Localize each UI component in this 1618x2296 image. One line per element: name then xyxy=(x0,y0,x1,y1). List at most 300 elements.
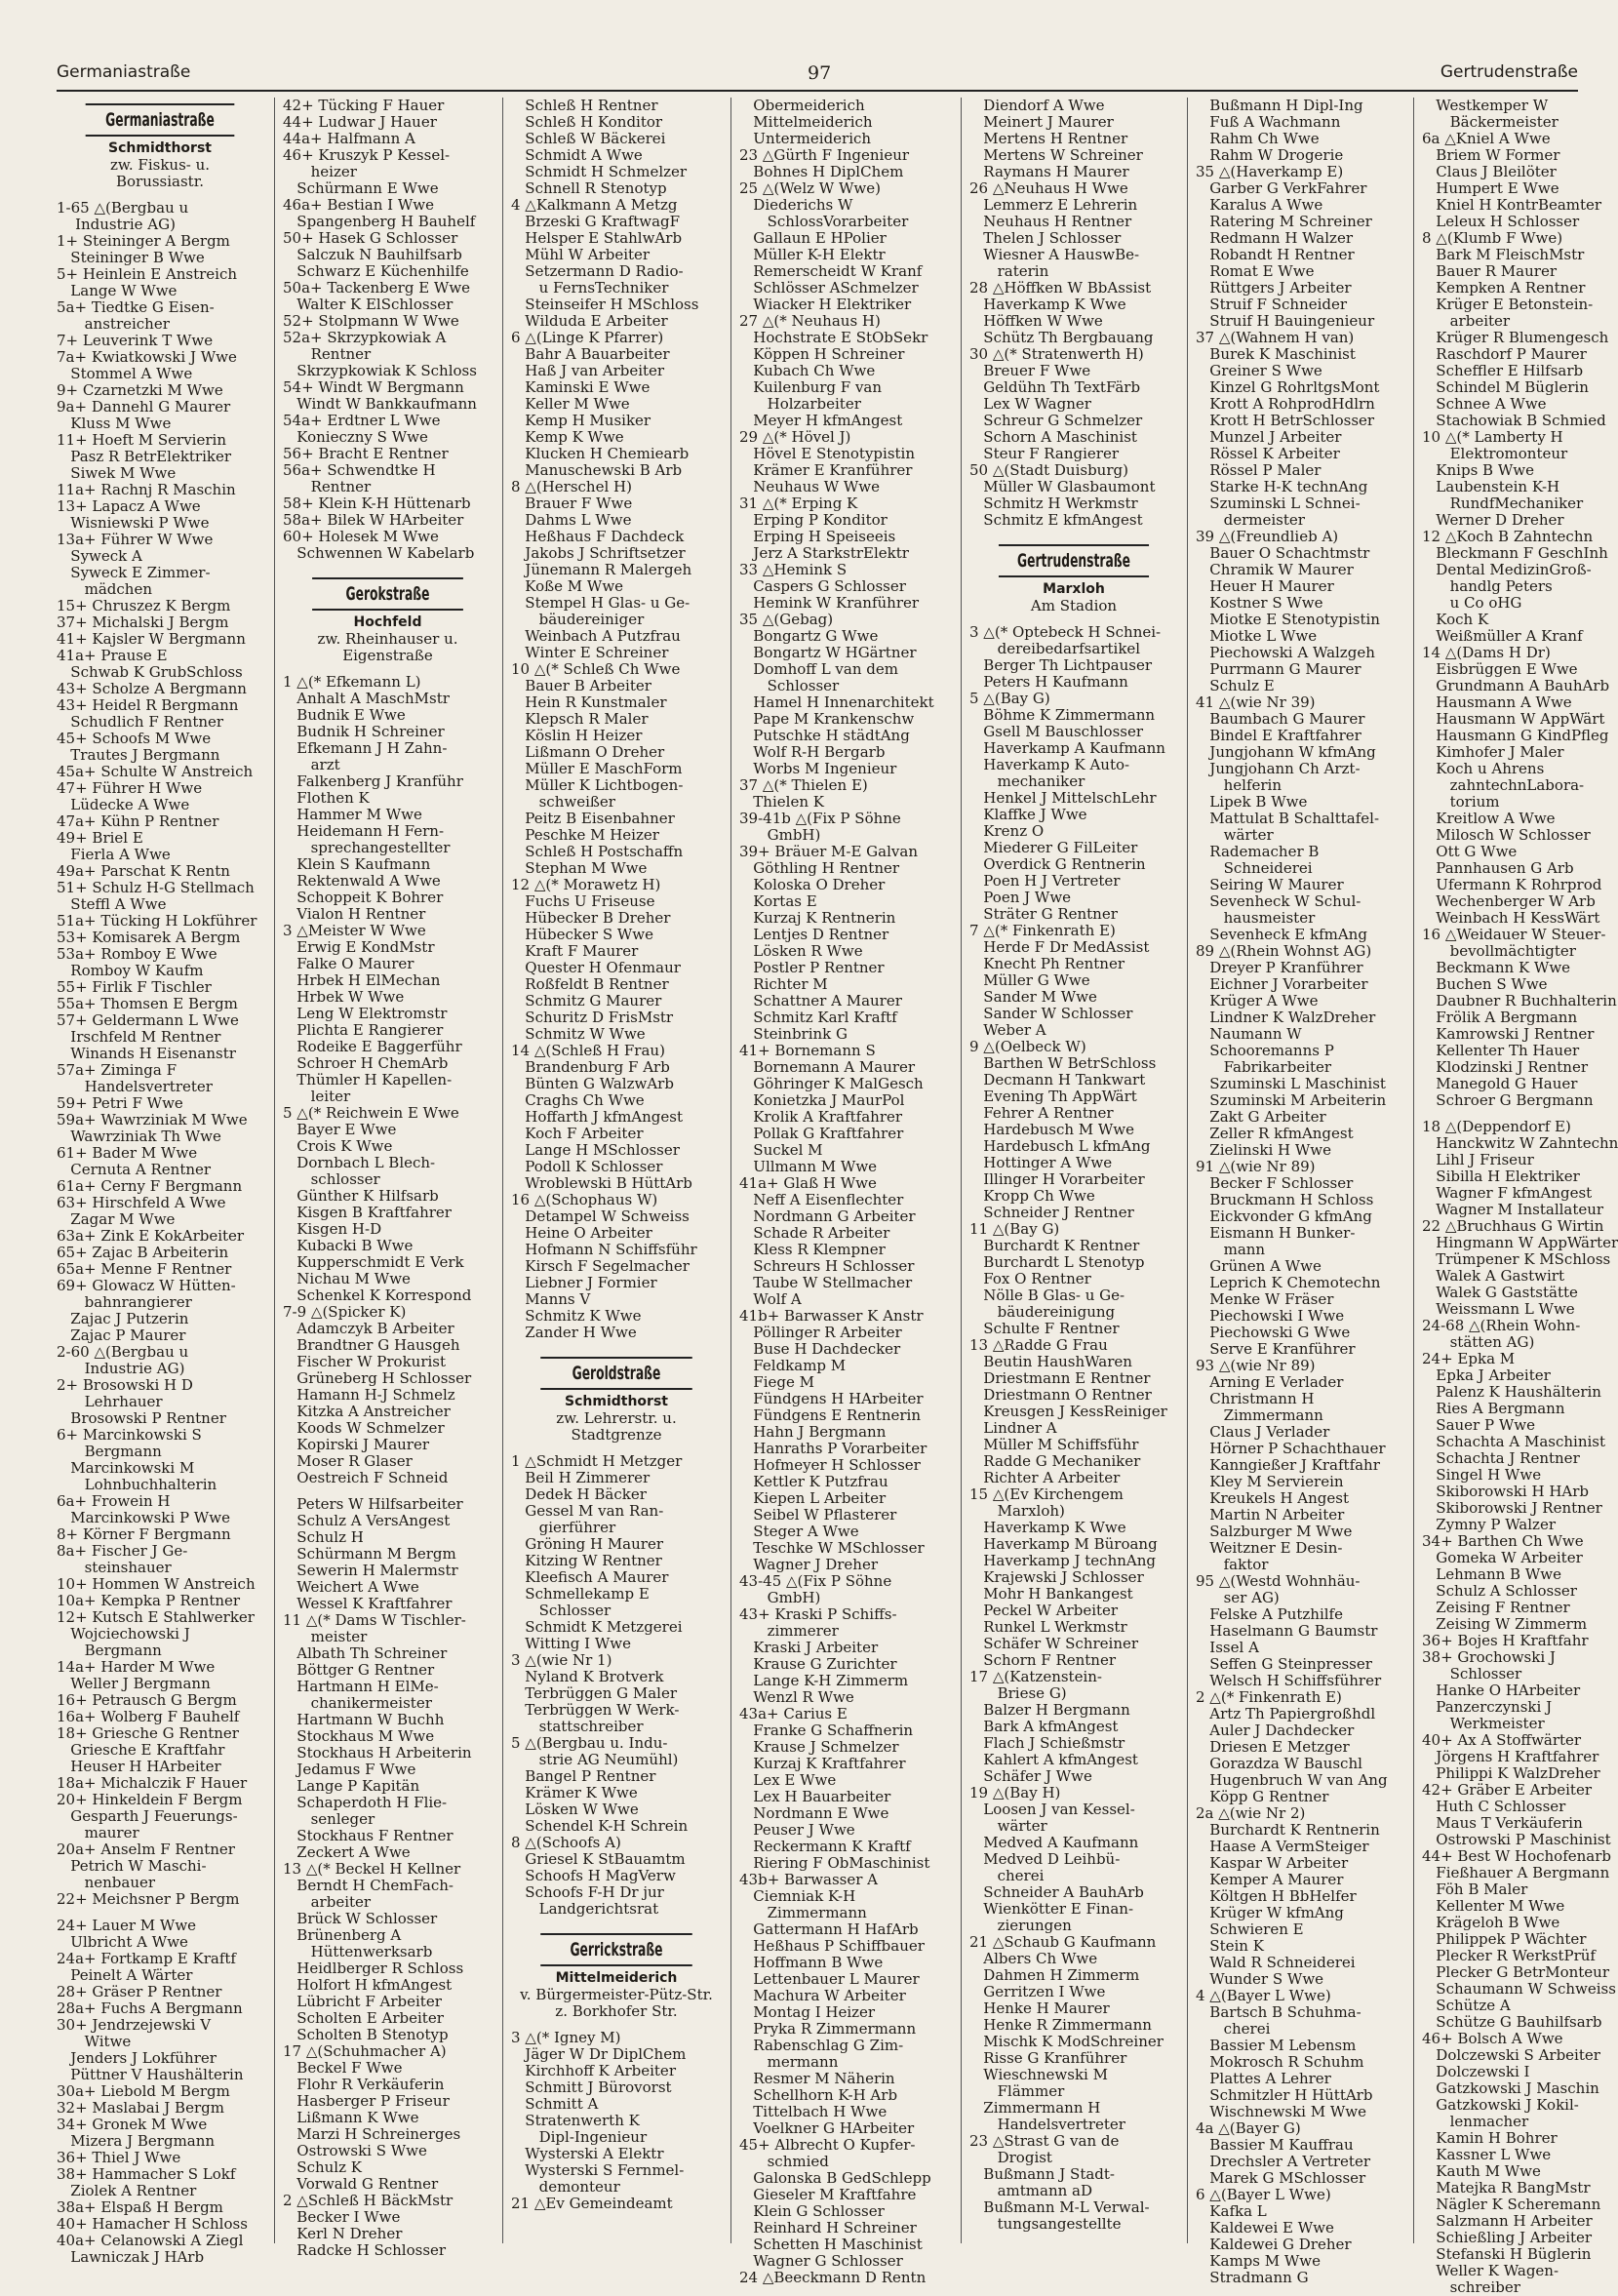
directory-entry: Bergmann xyxy=(57,1443,162,1460)
street-range: Borussiastr. xyxy=(115,173,205,190)
directory-entry: Handelsvertreter xyxy=(57,1078,213,1095)
directory-entry: 22 △Bruchhaus G Wirtin xyxy=(1422,1217,1604,1235)
directory-entry: arzt xyxy=(283,756,340,773)
directory-entry: 5 △(Bergbau u. Indu- xyxy=(511,1734,668,1752)
directory-entry: Jedamus F Wwe xyxy=(283,1761,416,1778)
directory-entry: Kreusgen J KessReiniger xyxy=(969,1403,1167,1420)
directory-entry: Weichert A Wwe xyxy=(283,1578,419,1596)
directory-entry: Hochstrate E StObSekr xyxy=(739,329,928,346)
directory-entry: Hardebusch M Wwe xyxy=(969,1121,1135,1138)
spacer xyxy=(283,562,493,572)
directory-entry: Wechenberger W Arb xyxy=(1422,892,1596,910)
directory-entry: Stefanski H Büglerin xyxy=(1422,2245,1592,2263)
directory-entry: Kortas E xyxy=(739,892,817,910)
directory-entry: Meinert J Maurer xyxy=(969,113,1114,131)
directory-entry: Wald R Schneiderei xyxy=(1196,1954,1356,1971)
directory-entry: 46a+ Bestian I Wwe xyxy=(283,196,434,214)
directory-entry: Adamczyk B Arbeiter xyxy=(283,1320,454,1337)
directory-entry: steinshauer xyxy=(57,1559,172,1576)
directory-entry: Klein S Kaufmann xyxy=(283,855,431,873)
directory-entry: 41 △(wie Nr 39) xyxy=(1196,693,1316,711)
directory-entry: Hrbek W Wwe xyxy=(283,988,405,1006)
directory-entry: 40+ Ax A Stoffwärter xyxy=(1422,1731,1582,1749)
directory-entry: Schlosser xyxy=(1422,1665,1522,1682)
directory-entry: Bindel E Kraftfahrer xyxy=(1196,727,1361,744)
directory-entry: Neuhaus W Wwe xyxy=(739,478,881,495)
directory-entry: Kettler K Putzfrau xyxy=(739,1473,888,1490)
directory-entry: 21 △Schaub G Kaufmann xyxy=(969,1933,1157,1951)
directory-entry: Kopirski J Maurer xyxy=(283,1436,430,1453)
directory-entry: 61a+ Cerny F Bergmann xyxy=(57,1177,243,1195)
directory-entry: 34+ Gronek M Wwe xyxy=(57,2116,208,2133)
directory-entry: Marzi H Schreinerges xyxy=(283,2125,461,2143)
directory-entry: Steinbrink G xyxy=(739,1025,848,1043)
directory-entry: Rössel P Maler xyxy=(1196,461,1322,479)
directory-entry: Handelsvertreter xyxy=(969,2116,1125,2133)
directory-entry: Brünenberg A xyxy=(283,1926,402,1944)
street-range: zw. Rheinhauser u. xyxy=(317,630,458,648)
directory-entry: Kempken A Rentner xyxy=(1422,279,1586,297)
directory-entry: 24 △Beeckmann D Rentn xyxy=(739,2269,927,2286)
directory-entry: Hofmeyer H Schlosser xyxy=(739,1456,921,1474)
directory-entry: Anhalt A MaschMstr xyxy=(283,690,450,707)
street-heading: Gerokstraße xyxy=(312,577,463,611)
directory-entry: Weinbach A Putzfrau xyxy=(511,627,681,645)
directory-entry: Jerz A StarkstrElektr xyxy=(739,544,909,562)
directory-entry: 18 △(Deppendorf E) xyxy=(1422,1118,1571,1135)
directory-entry: Stommel A Wwe xyxy=(57,365,193,382)
directory-entry: Albath Th Schreiner xyxy=(283,1644,448,1662)
directory-entry: Schmellekamp E xyxy=(511,1585,650,1603)
directory-entry: Podoll K Schlosser xyxy=(511,1158,663,1175)
directory-entry: Domhoff L van dem xyxy=(739,660,898,678)
directory-entry: Lohnbuchhalterin xyxy=(57,1476,217,1493)
directory-entry: 9 △(Oelbeck W) xyxy=(969,1038,1086,1055)
directory-entry: Gatzkowski J Maschin xyxy=(1422,2079,1599,2097)
directory-entry: 53+ Komisarek A Bergm xyxy=(57,929,241,946)
directory-entry: Schürmann E Wwe xyxy=(283,179,439,197)
directory-entry: Plecker R WerkstPrüf xyxy=(1422,1947,1596,1964)
directory-entry: 2a △(wie Nr 2) xyxy=(1196,1804,1306,1822)
directory-entry: arbeiter xyxy=(283,1893,372,1911)
directory-entry: Schmidt K Metzgerei xyxy=(511,1618,683,1636)
directory-entry: Schmitt J Bürovorst xyxy=(511,2078,672,2096)
directory-entry: hausmeister xyxy=(1196,909,1316,927)
directory-entry: 4 △Kalkmann A Metzg xyxy=(511,196,678,214)
directory-entry: Piechowski G Wwe xyxy=(1196,1324,1351,1341)
directory-entry: GmbH) xyxy=(739,1589,821,1606)
directory-entry: mechaniker xyxy=(969,772,1085,790)
directory-entry: Kaldewei G Dreher xyxy=(1196,2236,1352,2253)
directory-entry: Kinzel G RohrltgsMont xyxy=(1196,378,1380,396)
directory-entry: zahntechnLabora- xyxy=(1422,776,1585,794)
directory-entry: Ullmann M Wwe xyxy=(739,1158,878,1175)
directory-entry: Hingmann W AppWärter xyxy=(1422,1234,1618,1251)
directory-entry: Petrich W Maschi- xyxy=(57,1857,207,1875)
directory-entry: Böttger G Rentner xyxy=(283,1661,435,1679)
directory-entry: senleger xyxy=(283,1810,375,1828)
directory-entry: 65+ Zajac B Arbeiterin xyxy=(57,1244,229,1261)
directory-entry: Baumbach G Maurer xyxy=(1196,710,1365,728)
directory-entry: 44a+ Halfmann A xyxy=(283,130,415,147)
directory-entry: Burek K Maschinist xyxy=(1196,345,1356,363)
directory-entry: 16 △(Schophaus W) xyxy=(511,1191,658,1208)
directory-entry: Schwennen W Kabelarb xyxy=(283,544,475,562)
directory-entry: Schachta J Rentner xyxy=(1422,1449,1580,1467)
directory-entry: Ries A Bergmann xyxy=(1422,1400,1565,1417)
directory-entry: 14a+ Harder M Wwe xyxy=(57,1658,216,1676)
directory-entry: Zeising W Zimmerm xyxy=(1422,1615,1588,1633)
directory-entry: strie AG Neumühl) xyxy=(511,1751,679,1768)
directory-entry: Bayer E Wwe xyxy=(283,1121,397,1138)
directory-entry: Hugenbruch W van Ang xyxy=(1196,1771,1388,1789)
directory-entry: Industrie AG) xyxy=(57,1360,185,1377)
directory-entry: Püttner V Haushälterin xyxy=(57,2066,244,2083)
directory-entry: 53a+ Romboy E Wwe xyxy=(57,945,217,963)
directory-entry: Martin N Arbeiter xyxy=(1196,1506,1345,1524)
directory-entry: Szuminski L Maschinist xyxy=(1196,1075,1386,1092)
directory-entry: 7+ Leuverink T Wwe xyxy=(57,332,214,349)
directory-entry: Schleß W Bäckerei xyxy=(511,130,666,147)
directory-entry: Peuser J Wwe xyxy=(739,1821,855,1839)
directory-entry: Henke R Zimmermann xyxy=(969,2016,1152,2034)
directory-entry: Köppen H Schreiner xyxy=(739,345,905,363)
directory-entry: Wolf R-H Bergarb xyxy=(739,743,886,761)
directory-entry: 35 △(Haverkamp E) xyxy=(1196,163,1344,180)
directory-entry: Schulte F Rentner xyxy=(969,1320,1120,1337)
directory-entry: cherei xyxy=(969,1867,1045,1884)
directory-entry: wärter xyxy=(1196,826,1274,844)
directory-entry: 56a+ Schwendtke H xyxy=(283,461,436,479)
directory-entry: Poen J Wwe xyxy=(969,889,1072,906)
directory-entry: stätten AG) xyxy=(1422,1333,1535,1351)
directory-entry: Kreitlow A Wwe xyxy=(1422,810,1556,827)
directory-entry: 46+ Bolsch A Wwe xyxy=(1422,2030,1563,2047)
directory-entry: Kraski J Arbeiter xyxy=(739,1639,879,1656)
directory-entry: 20a+ Anselm F Rentner xyxy=(57,1841,235,1858)
directory-entry: Felske A Putzhilfe xyxy=(1196,1605,1343,1623)
directory-entry: 40+ Hamacher H Schloss xyxy=(57,2215,248,2233)
directory-entry: Sevenheck E kfmAng xyxy=(1196,926,1367,943)
directory-entry: Ziolek A Rentner xyxy=(57,2182,197,2199)
directory-entry: cherei xyxy=(1196,2020,1271,2038)
directory-entry: Lehrhauer xyxy=(57,1393,163,1410)
directory-entry: Bäckermeister xyxy=(1422,113,1559,131)
directory-entry: Gomeka W Arbeiter xyxy=(1422,1549,1583,1566)
directory-entry: Artz Th Papiergroßhdl xyxy=(1196,1705,1376,1722)
directory-entry: Schulz A VersAngest xyxy=(283,1512,451,1529)
directory-entry: Wienkötter E Finan- xyxy=(969,1900,1134,1918)
directory-entry: 93 △(wie Nr 89) xyxy=(1196,1357,1316,1374)
directory-entry: Werner D Dreher xyxy=(1422,511,1564,529)
directory-entry: Wenzl R Wwe xyxy=(739,1688,854,1706)
directory-entry: RundfMechaniker xyxy=(1422,495,1584,512)
directory-entry: Plecker G BetrMonteur xyxy=(1422,1963,1610,1981)
directory-entry: Montag I Heizer xyxy=(739,2003,876,2021)
directory-entry: Kemper A Maurer xyxy=(1196,1871,1344,1888)
directory-entry: Voelkner G HArbeiter xyxy=(739,2119,915,2137)
directory-entry: Fischer W Prokurist xyxy=(283,1353,447,1370)
directory-entry: Schneider A BauhArb xyxy=(969,1883,1144,1901)
directory-entry: Bohnes H DiplChem xyxy=(739,163,904,180)
directory-entry: Miotke E Stenotypistin xyxy=(1196,611,1380,628)
directory-entry: Riering F ObMaschinist xyxy=(739,1854,930,1872)
directory-entry: Kubach Ch Wwe xyxy=(739,362,876,379)
directory-entry: Zander H Wwe xyxy=(511,1324,637,1341)
directory-entry: Jünemann R Malergeh xyxy=(511,561,692,578)
directory-entry: 38+ Hammacher S Lokf xyxy=(57,2165,236,2183)
spacer xyxy=(969,529,1178,538)
directory-entry: Stockhaus H Arbeiterin xyxy=(283,1744,472,1762)
directory-entry: mann xyxy=(1196,1241,1266,1258)
directory-entry: 44+ Ludwar J Hauer xyxy=(283,113,437,131)
directory-entry: Mertens W Schreiner xyxy=(969,146,1143,164)
directory-entry: Müller G Wwe xyxy=(969,971,1090,989)
directory-entry: zierungen xyxy=(969,1917,1072,1934)
directory-entry: Klucken H Chemiearb xyxy=(511,445,690,462)
directory-entry: Roßfeldt B Rentner xyxy=(511,975,669,993)
directory-entry: Weitzner E Desin- xyxy=(1196,1539,1343,1557)
directory-entry: 6+ Marcinkowski S xyxy=(57,1426,202,1444)
directory-entry: Gieseler M Kraftfahre xyxy=(739,2186,917,2203)
directory-entry: bäudereinigung xyxy=(969,1303,1116,1321)
directory-entry: 17 △(Schuhmacher A) xyxy=(283,2042,447,2060)
directory-entry: Cernuta A Rentner xyxy=(57,1161,212,1178)
directory-entry: Wojciechowski J xyxy=(57,1625,190,1643)
directory-entry: Weißmüller A Kranf xyxy=(1422,627,1583,645)
directory-entry: Müller M Schiffsführ xyxy=(969,1436,1139,1453)
directory-entry: schreiber xyxy=(1422,2278,1520,2296)
directory-entry: 8 △(Schoofs A) xyxy=(511,1834,621,1851)
directory-entry: Ufermann K Rohrprod xyxy=(1422,876,1602,893)
directory-entry: Wessel K Kraftfahrer xyxy=(283,1595,453,1612)
directory-entry: 45a+ Schulte W Anstreich xyxy=(57,763,254,780)
directory-entry: Böhme K Zimmermann xyxy=(969,706,1156,724)
directory-entry: Hrbek H ElMechan xyxy=(283,971,441,989)
directory-entry: Dahmen H Zimmerm xyxy=(969,1966,1140,1984)
directory-entry: Fehrer A Rentner xyxy=(969,1104,1114,1122)
directory-entry: Heidemann H Fern- xyxy=(283,822,445,840)
directory-entry: Peitz B Eisenbahner xyxy=(511,810,675,827)
street-heading: Geroldstraße xyxy=(540,1357,692,1390)
directory-entry: Witting I Wwe xyxy=(511,1635,631,1652)
directory-entry: 43+ Scholze A Bergmann xyxy=(57,680,247,697)
directory-entry: Krämer K Wwe xyxy=(511,1784,638,1801)
directory-entry: Matejka R BangMstr xyxy=(1422,2179,1591,2197)
directory-entry: Schorn F Rentner xyxy=(969,1651,1117,1669)
directory-entry: Hoffarth J kfmAngest xyxy=(511,1108,683,1126)
directory-entry: Ostrowski P Maschinist xyxy=(1422,1831,1611,1848)
directory-entry: GmbH) xyxy=(739,826,821,844)
directory-entry: Wawrziniak Th Wwe xyxy=(57,1128,221,1145)
street-heading: Germaniastraße xyxy=(86,103,235,137)
directory-entry: Dreyer P Kranführer xyxy=(1196,959,1363,976)
directory-entry: Schleß H Konditor xyxy=(511,113,663,131)
directory-entry: 23 △Gürth F Ingenieur xyxy=(739,146,910,164)
directory-entry: 63+ Hirschfeld A Wwe xyxy=(57,1194,226,1211)
directory-entry: Galonska B GedSchlepp xyxy=(739,2169,931,2187)
directory-entry: Schroer G Bergmann xyxy=(1422,1091,1594,1109)
directory-entry: Zajac J Putzerin xyxy=(57,1310,189,1327)
directory-entry: Huth C Schlosser xyxy=(1422,1798,1566,1815)
directory-entry: Konieczny S Wwe xyxy=(283,428,428,446)
directory-entry: Liebner J Formier xyxy=(511,1274,657,1291)
directory-entry: Issel A xyxy=(1196,1639,1259,1656)
directory-entry: Philippi K WalzDreher xyxy=(1422,1764,1600,1782)
directory-entry: handlg Peters xyxy=(1422,577,1553,595)
directory-entry: Mittelmeiderich xyxy=(739,113,873,131)
directory-entry: Eichner J Vorarbeiter xyxy=(1196,975,1368,993)
directory-entry: 7-9 △(Spicker K) xyxy=(283,1303,407,1321)
directory-entry: Jungjohann Ch Arzt- xyxy=(1196,760,1361,777)
directory-entry: 3 △(wie Nr 1) xyxy=(511,1651,612,1669)
directory-entry: 10 △(* Schleß Ch Wwe xyxy=(511,660,681,678)
directory-entry: 32+ Maslabai J Bergm xyxy=(57,2099,224,2117)
directory-entry: Kemp K Wwe xyxy=(511,428,624,446)
directory-entry: amtmann aD xyxy=(969,2182,1093,2199)
directory-entry: Hübecker S Wwe xyxy=(511,926,654,943)
directory-entry: Fiege M xyxy=(739,1373,814,1391)
directory-entry: Hausmann A Wwe xyxy=(1422,693,1572,711)
directory-entry: Föh B Maler xyxy=(1422,1880,1528,1898)
directory-entry: sprechangestellter xyxy=(283,839,451,856)
directory-entry: Bassier M Kauffrau xyxy=(1196,2136,1354,2154)
directory-entry: Kniel H KontrBeamter xyxy=(1422,196,1602,214)
directory-entry: 9a+ Dannehl G Maurer xyxy=(57,398,231,416)
directory-entry: Sander M Wwe xyxy=(969,988,1097,1006)
directory-entry: Griesel K StBauamtm xyxy=(511,1850,686,1868)
directory-entry: Marcinkowski P Wwe xyxy=(57,1509,230,1526)
directory-entry: Nölle B Glas- u Ge- xyxy=(969,1287,1125,1304)
directory-entry: Ostrowski S Wwe xyxy=(283,2142,427,2159)
directory-entry: Balzer H Bergmann xyxy=(969,1701,1130,1719)
directory-entry: Nyland K Brotverk xyxy=(511,1668,664,1685)
directory-entry: Klaffke J Wwe xyxy=(969,806,1087,823)
directory-entry: Lettenbauer L Maurer xyxy=(739,1970,920,1988)
street-heading: Gertrudenstraße xyxy=(999,544,1149,577)
directory-entry: Worbs M Ingenieur xyxy=(739,760,897,777)
directory-entry: Walter K ElSchlosser xyxy=(283,296,454,313)
directory-entry: Raschdorf P Maurer xyxy=(1422,345,1587,363)
directory-entry: Remerscheidt W Kranf xyxy=(739,262,923,280)
directory-entry: Franke G Schaffnerin xyxy=(739,1722,914,1739)
directory-entry: Jäger W Dr DiplChem xyxy=(511,2045,687,2063)
directory-entry: 37 △(* Thielen E) xyxy=(739,776,868,794)
directory-entry: anstreicher xyxy=(57,315,170,333)
directory-entry: Schmitz Karl Kraftf xyxy=(739,1009,897,1026)
directory-entry: Hofmann N Schiffsführ xyxy=(511,1241,697,1258)
directory-entry: schmied xyxy=(739,2153,829,2170)
column-2 xyxy=(283,97,493,2259)
directory-entry: Schlosser xyxy=(739,677,840,694)
directory-entry: Walek A Gastwirt xyxy=(1422,1267,1564,1285)
directory-entry: Lex E Wwe xyxy=(739,1771,837,1789)
directory-entry: Zimmermann xyxy=(1196,1406,1323,1424)
directory-entry: Zielinski H Wwe xyxy=(1196,1141,1331,1159)
directory-entry: Koch K xyxy=(1422,611,1489,628)
directory-entry: Heidlberger R Schloss xyxy=(283,1960,464,1977)
directory-entry: 43+ Kraski P Schiffs- xyxy=(739,1605,897,1623)
directory-entry: Steinseifer H MSchloss xyxy=(511,296,699,313)
directory-entry: Steffl A Wwe xyxy=(57,895,167,913)
directory-entry: Fierla A Wwe xyxy=(57,846,171,863)
directory-entry: Decmann H Tankwart xyxy=(969,1071,1146,1089)
directory-entry: 95 △(Westd Wohnhäu- xyxy=(1196,1572,1361,1590)
directory-entry: 51+ Schulz H-G Stellmach xyxy=(57,879,255,896)
directory-entry: Lentjes D Rentner xyxy=(739,926,889,943)
directory-entry: Reckermann K Kraftf xyxy=(739,1838,911,1855)
directory-entry: Manns V xyxy=(511,1290,591,1308)
directory-entry: Eickvonder G kfmAng xyxy=(1196,1207,1372,1225)
directory-entry: Trümpener K MSchloss xyxy=(1422,1250,1611,1268)
directory-entry: 23 △Strast G van de xyxy=(969,2132,1120,2150)
directory-entry: Flothen K xyxy=(283,789,370,807)
directory-entry: Schleß H Postschaffn xyxy=(511,843,684,860)
directory-entry: Tittelbach H Wwe xyxy=(739,2103,888,2120)
directory-entry: Heuser H HArbeiter xyxy=(57,1758,221,1775)
directory-entry: Schmitz K Wwe xyxy=(511,1307,642,1325)
directory-entry: Krägeloh B Wwe xyxy=(1422,1914,1560,1931)
directory-entry: Kirsch F Segelmacher xyxy=(511,1257,690,1275)
directory-entry: 41+ Kajsler W Bergmann xyxy=(57,630,246,648)
directory-entry: 11+ Hoeft M Servierin xyxy=(57,431,226,449)
directory-entry: Kreukels H Angest xyxy=(1196,1489,1349,1507)
directory-entry: Peckel W Arbeiter xyxy=(969,1602,1119,1619)
directory-entry: Lißmann O Dreher xyxy=(511,743,665,761)
directory-entry: 6a+ Frowein H xyxy=(57,1492,171,1510)
directory-entry: Kluss M Wwe xyxy=(57,415,172,432)
directory-entry: Stein K xyxy=(1196,1937,1264,1955)
directory-entry: Lex W Wagner xyxy=(969,395,1091,413)
directory-entry: Obermeiderich xyxy=(739,97,865,114)
directory-entry: Lipek B Wwe xyxy=(1196,793,1308,811)
directory-entry: Sevenheck W Schul- xyxy=(1196,892,1361,910)
directory-entry: dermeister xyxy=(1196,511,1305,529)
directory-entry: Fießhauer A Bergmann xyxy=(1422,1864,1610,1881)
directory-entry: Lübricht F Arbeiter xyxy=(283,1993,442,2010)
directory-entry: Erping P Konditor xyxy=(739,511,888,529)
directory-entry: Lüdecke A Wwe xyxy=(57,796,190,813)
directory-entry: Kaldewei E Wwe xyxy=(1196,2219,1334,2237)
directory-entry: Briese G) xyxy=(969,1684,1067,1702)
directory-entry: Lindner A xyxy=(969,1419,1057,1437)
running-head-left: Germaniastraße xyxy=(57,62,191,82)
directory-entry: Schmidt A Wwe xyxy=(511,146,643,164)
directory-entry: Wilduda E Arbeiter xyxy=(511,312,668,330)
directory-entry: Wunder S Wwe xyxy=(1196,1970,1324,1988)
directory-entry: torium xyxy=(1422,793,1500,811)
directory-entry: Beil H Zimmerer xyxy=(511,1469,651,1486)
directory-entry: Kafka L xyxy=(1196,2202,1267,2220)
directory-entry: Hanckwitz W Zahntechn xyxy=(1422,1134,1618,1152)
directory-entry: Bornemann A Maurer xyxy=(739,1058,916,1076)
directory-entry: Kless R Klempner xyxy=(739,1241,886,1258)
directory-entry: Quester H Ofenmaur xyxy=(511,959,681,976)
directory-entry: Siwek M Wwe xyxy=(57,464,177,482)
directory-entry: Eismann H Bunker- xyxy=(1196,1224,1356,1242)
directory-entry: Lemmerz E Lehrerin xyxy=(969,196,1138,214)
directory-entry: Hottinger A Wwe xyxy=(969,1154,1113,1171)
directory-entry: Schmitz E kfmAngest xyxy=(969,511,1143,529)
directory-entry: 3 △Meister W Wwe xyxy=(283,922,426,939)
directory-entry: wärter xyxy=(969,1817,1047,1835)
directory-entry: Hausmann G KindPfleg xyxy=(1422,727,1609,744)
directory-entry: Schoofs F-H Dr jur xyxy=(511,1883,664,1901)
directory-entry: Köslin H Heizer xyxy=(511,727,643,744)
directory-entry: Driesen E Metzger xyxy=(1196,1738,1350,1756)
directory-entry: Holfort H kfmAngest xyxy=(283,1976,453,1994)
directory-entry: Landgerichtsrat xyxy=(511,1900,659,1918)
